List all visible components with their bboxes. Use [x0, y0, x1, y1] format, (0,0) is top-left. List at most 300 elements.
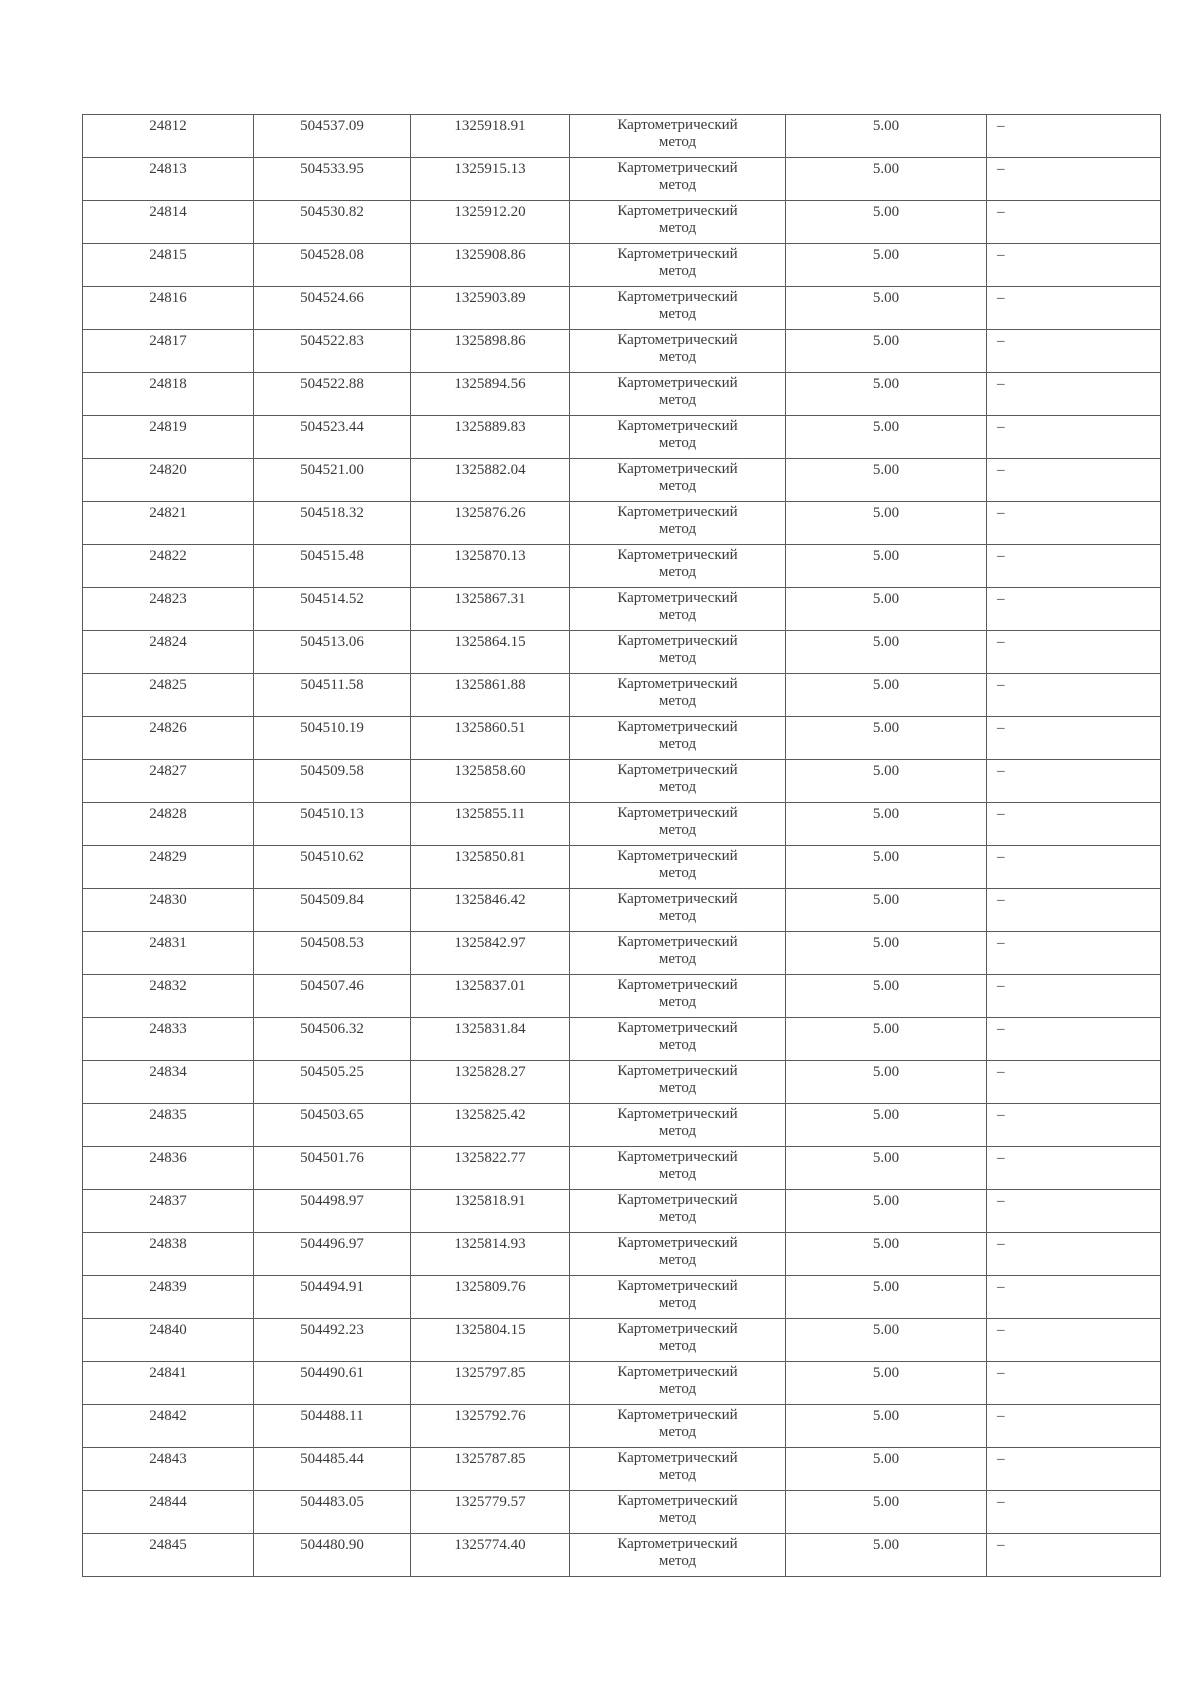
x-coordinate-cell: 504488.11	[254, 1405, 411, 1448]
x-coordinate-cell: 504510.13	[254, 803, 411, 846]
method-line-2: метод	[658, 908, 697, 924]
method-line-2: метод	[658, 822, 697, 838]
accuracy-cell: 5.00	[786, 1147, 987, 1190]
y-coordinate-cell: 1325846.42	[411, 889, 570, 932]
method-cell	[570, 803, 786, 846]
y-coordinate-cell: 1325908.86	[411, 244, 570, 287]
method-cell	[570, 1233, 786, 1276]
method-line-2: метод	[658, 1166, 697, 1182]
table-row	[83, 674, 1161, 717]
note-cell: –	[987, 1276, 1161, 1319]
y-coordinate-cell: 1325814.93	[411, 1233, 570, 1276]
table-row	[83, 889, 1161, 932]
y-coordinate-cell: 1325912.20	[411, 201, 570, 244]
method-line-1: Картометрический	[617, 332, 738, 348]
table-row	[83, 717, 1161, 760]
method-line-1: Картометрический	[617, 891, 738, 907]
method-line-1: Картометрический	[617, 1364, 738, 1380]
y-coordinate-cell: 1325903.89	[411, 287, 570, 330]
point-number-cell: 24812	[83, 115, 254, 158]
method-line-1: Картометрический	[617, 934, 738, 950]
accuracy-cell: 5.00	[786, 932, 987, 975]
method-cell	[570, 1448, 786, 1491]
method-line-1: Картометрический	[617, 418, 738, 434]
y-coordinate-cell: 1325831.84	[411, 1018, 570, 1061]
x-coordinate-cell: 504521.00	[254, 459, 411, 502]
point-number-cell: 24835	[83, 1104, 254, 1147]
accuracy-cell: 5.00	[786, 1018, 987, 1061]
x-coordinate-cell: 504496.97	[254, 1233, 411, 1276]
accuracy-cell: 5.00	[786, 502, 987, 545]
point-number-cell: 24822	[83, 545, 254, 588]
table-row	[83, 846, 1161, 889]
point-number-cell: 24830	[83, 889, 254, 932]
point-number-cell: 24826	[83, 717, 254, 760]
table-row	[83, 1190, 1161, 1233]
method-line-2: метод	[658, 650, 697, 666]
method-line-1: Картометрический	[617, 504, 738, 520]
accuracy-cell: 5.00	[786, 674, 987, 717]
note-cell: –	[987, 975, 1161, 1018]
table-row	[83, 803, 1161, 846]
point-number-cell: 24844	[83, 1491, 254, 1534]
note-cell: –	[987, 1233, 1161, 1276]
x-coordinate-cell: 504501.76	[254, 1147, 411, 1190]
table-row	[83, 975, 1161, 1018]
accuracy-cell: 5.00	[786, 803, 987, 846]
table-row	[83, 158, 1161, 201]
method-line-1: Картометрический	[617, 547, 738, 563]
table-row	[83, 1405, 1161, 1448]
table-row	[83, 1104, 1161, 1147]
method-cell	[570, 201, 786, 244]
accuracy-cell: 5.00	[786, 287, 987, 330]
method-line-2: метод	[658, 306, 697, 322]
method-line-1: Картометрический	[617, 1192, 738, 1208]
note-cell: –	[987, 1405, 1161, 1448]
x-coordinate-cell: 504485.44	[254, 1448, 411, 1491]
method-cell	[570, 244, 786, 287]
method-line-1: Картометрический	[617, 1493, 738, 1509]
method-line-2: метод	[658, 1424, 697, 1440]
method-line-2: метод	[658, 435, 697, 451]
table-row	[83, 1276, 1161, 1319]
point-number-cell: 24840	[83, 1319, 254, 1362]
note-cell: –	[987, 717, 1161, 760]
method-cell	[570, 674, 786, 717]
note-cell: –	[987, 1448, 1161, 1491]
x-coordinate-cell: 504503.65	[254, 1104, 411, 1147]
method-line-2: метод	[658, 564, 697, 580]
coordinates-table-body	[83, 115, 1161, 1577]
coordinates-table	[82, 114, 1161, 1577]
method-cell	[570, 115, 786, 158]
method-line-2: метод	[658, 349, 697, 365]
x-coordinate-cell: 504537.09	[254, 115, 411, 158]
y-coordinate-cell: 1325861.88	[411, 674, 570, 717]
method-cell	[570, 459, 786, 502]
method-line-2: метод	[658, 220, 697, 236]
y-coordinate-cell: 1325855.11	[411, 803, 570, 846]
method-line-1: Картометрический	[617, 1407, 738, 1423]
point-number-cell: 24816	[83, 287, 254, 330]
method-line-2: метод	[658, 478, 697, 494]
x-coordinate-cell: 504522.88	[254, 373, 411, 416]
table-row	[83, 932, 1161, 975]
x-coordinate-cell: 504528.08	[254, 244, 411, 287]
x-coordinate-cell: 504514.52	[254, 588, 411, 631]
point-number-cell: 24834	[83, 1061, 254, 1104]
accuracy-cell: 5.00	[786, 1362, 987, 1405]
note-cell: –	[987, 631, 1161, 674]
method-line-1: Картометрический	[617, 719, 738, 735]
note-cell: –	[987, 932, 1161, 975]
point-number-cell: 24833	[83, 1018, 254, 1061]
x-coordinate-cell: 504515.48	[254, 545, 411, 588]
accuracy-cell: 5.00	[786, 416, 987, 459]
note-cell: –	[987, 803, 1161, 846]
x-coordinate-cell: 504509.58	[254, 760, 411, 803]
accuracy-cell: 5.00	[786, 1276, 987, 1319]
x-coordinate-cell: 504483.05	[254, 1491, 411, 1534]
method-cell	[570, 932, 786, 975]
x-coordinate-cell: 504507.46	[254, 975, 411, 1018]
point-number-cell: 24814	[83, 201, 254, 244]
method-line-2: метод	[658, 134, 697, 150]
method-line-2: метод	[658, 693, 697, 709]
method-line-2: метод	[658, 1295, 697, 1311]
accuracy-cell: 5.00	[786, 459, 987, 502]
point-number-cell: 24818	[83, 373, 254, 416]
x-coordinate-cell: 504530.82	[254, 201, 411, 244]
note-cell: –	[987, 1190, 1161, 1233]
y-coordinate-cell: 1325858.60	[411, 760, 570, 803]
method-cell	[570, 631, 786, 674]
note-cell: –	[987, 244, 1161, 287]
accuracy-cell: 5.00	[786, 1061, 987, 1104]
note-cell: –	[987, 330, 1161, 373]
method-line-2: метод	[658, 177, 697, 193]
x-coordinate-cell: 504505.25	[254, 1061, 411, 1104]
method-cell	[570, 717, 786, 760]
point-number-cell: 24841	[83, 1362, 254, 1405]
method-line-2: метод	[658, 865, 697, 881]
note-cell: –	[987, 889, 1161, 932]
note-cell: –	[987, 760, 1161, 803]
accuracy-cell: 5.00	[786, 1319, 987, 1362]
accuracy-cell: 5.00	[786, 1190, 987, 1233]
x-coordinate-cell: 504518.32	[254, 502, 411, 545]
method-line-2: метод	[658, 1381, 697, 1397]
method-cell	[570, 373, 786, 416]
note-cell: –	[987, 459, 1161, 502]
point-number-cell: 24837	[83, 1190, 254, 1233]
table-row	[83, 287, 1161, 330]
method-line-2: метод	[658, 1080, 697, 1096]
note-cell: –	[987, 1061, 1161, 1104]
accuracy-cell: 5.00	[786, 588, 987, 631]
method-line-2: метод	[658, 1037, 697, 1053]
method-cell	[570, 502, 786, 545]
note-cell: –	[987, 545, 1161, 588]
point-number-cell: 24817	[83, 330, 254, 373]
method-line-1: Картометрический	[617, 1149, 738, 1165]
table-row	[83, 1061, 1161, 1104]
accuracy-cell: 5.00	[786, 975, 987, 1018]
method-line-2: метод	[658, 607, 697, 623]
y-coordinate-cell: 1325850.81	[411, 846, 570, 889]
accuracy-cell: 5.00	[786, 244, 987, 287]
y-coordinate-cell: 1325894.56	[411, 373, 570, 416]
y-coordinate-cell: 1325867.31	[411, 588, 570, 631]
y-coordinate-cell: 1325918.91	[411, 115, 570, 158]
method-line-1: Картометрический	[617, 160, 738, 176]
accuracy-cell: 5.00	[786, 1491, 987, 1534]
x-coordinate-cell: 504490.61	[254, 1362, 411, 1405]
method-line-1: Картометрический	[617, 590, 738, 606]
x-coordinate-cell: 504506.32	[254, 1018, 411, 1061]
accuracy-cell: 5.00	[786, 889, 987, 932]
point-number-cell: 24839	[83, 1276, 254, 1319]
x-coordinate-cell: 504498.97	[254, 1190, 411, 1233]
note-cell: –	[987, 1104, 1161, 1147]
table-row	[83, 244, 1161, 287]
x-coordinate-cell: 504508.53	[254, 932, 411, 975]
note-cell: –	[987, 158, 1161, 201]
table-row	[83, 545, 1161, 588]
method-line-1: Картометрический	[617, 848, 738, 864]
accuracy-cell: 5.00	[786, 201, 987, 244]
y-coordinate-cell: 1325797.85	[411, 1362, 570, 1405]
y-coordinate-cell: 1325915.13	[411, 158, 570, 201]
table-row	[83, 115, 1161, 158]
point-number-cell: 24829	[83, 846, 254, 889]
method-line-2: метод	[658, 779, 697, 795]
table-row	[83, 1362, 1161, 1405]
note-cell: –	[987, 502, 1161, 545]
note-cell: –	[987, 1534, 1161, 1577]
note-cell: –	[987, 287, 1161, 330]
method-line-1: Картометрический	[617, 762, 738, 778]
x-coordinate-cell: 504510.62	[254, 846, 411, 889]
accuracy-cell: 5.00	[786, 1405, 987, 1448]
method-line-1: Картометрический	[617, 1321, 738, 1337]
method-line-2: метод	[658, 1209, 697, 1225]
point-number-cell: 24815	[83, 244, 254, 287]
method-cell	[570, 1147, 786, 1190]
point-number-cell: 24828	[83, 803, 254, 846]
note-cell: –	[987, 115, 1161, 158]
table-row	[83, 1534, 1161, 1577]
point-number-cell: 24838	[83, 1233, 254, 1276]
method-cell	[570, 975, 786, 1018]
y-coordinate-cell: 1325864.15	[411, 631, 570, 674]
y-coordinate-cell: 1325828.27	[411, 1061, 570, 1104]
accuracy-cell: 5.00	[786, 1534, 987, 1577]
method-line-2: метод	[658, 1467, 697, 1483]
method-line-1: Картометрический	[617, 246, 738, 262]
method-line-2: метод	[658, 263, 697, 279]
method-line-1: Картометрический	[617, 633, 738, 649]
method-cell	[570, 760, 786, 803]
point-number-cell: 24821	[83, 502, 254, 545]
y-coordinate-cell: 1325842.97	[411, 932, 570, 975]
method-line-1: Картометрический	[617, 375, 738, 391]
method-cell	[570, 1491, 786, 1534]
x-coordinate-cell: 504509.84	[254, 889, 411, 932]
table-row	[83, 1319, 1161, 1362]
x-coordinate-cell: 504522.83	[254, 330, 411, 373]
method-line-2: метод	[658, 392, 697, 408]
accuracy-cell: 5.00	[786, 717, 987, 760]
note-cell: –	[987, 1147, 1161, 1190]
point-number-cell: 24819	[83, 416, 254, 459]
table-row	[83, 1233, 1161, 1276]
note-cell: –	[987, 674, 1161, 717]
point-number-cell: 24832	[83, 975, 254, 1018]
method-line-1: Картометрический	[617, 1235, 738, 1251]
table-row	[83, 201, 1161, 244]
accuracy-cell: 5.00	[786, 1104, 987, 1147]
method-cell	[570, 1362, 786, 1405]
method-cell	[570, 588, 786, 631]
method-line-1: Картометрический	[617, 203, 738, 219]
method-line-2: метод	[658, 521, 697, 537]
table-row	[83, 1018, 1161, 1061]
table-row	[83, 1491, 1161, 1534]
y-coordinate-cell: 1325809.76	[411, 1276, 570, 1319]
table-row	[83, 373, 1161, 416]
point-number-cell: 24813	[83, 158, 254, 201]
method-line-1: Картометрический	[617, 1450, 738, 1466]
table-row	[83, 330, 1161, 373]
note-cell: –	[987, 1018, 1161, 1061]
table-row	[83, 1448, 1161, 1491]
note-cell: –	[987, 373, 1161, 416]
table-row	[83, 1147, 1161, 1190]
method-cell	[570, 1276, 786, 1319]
x-coordinate-cell: 504524.66	[254, 287, 411, 330]
note-cell: –	[987, 416, 1161, 459]
accuracy-cell: 5.00	[786, 330, 987, 373]
method-line-1: Картометрический	[617, 977, 738, 993]
method-cell	[570, 330, 786, 373]
x-coordinate-cell: 504494.91	[254, 1276, 411, 1319]
y-coordinate-cell: 1325774.40	[411, 1534, 570, 1577]
y-coordinate-cell: 1325818.91	[411, 1190, 570, 1233]
accuracy-cell: 5.00	[786, 545, 987, 588]
y-coordinate-cell: 1325804.15	[411, 1319, 570, 1362]
method-line-2: метод	[658, 994, 697, 1010]
method-cell	[570, 545, 786, 588]
table-row	[83, 416, 1161, 459]
y-coordinate-cell: 1325825.42	[411, 1104, 570, 1147]
method-line-2: метод	[658, 1252, 697, 1268]
method-line-2: метод	[658, 1553, 697, 1569]
table-row	[83, 588, 1161, 631]
y-coordinate-cell: 1325898.86	[411, 330, 570, 373]
method-cell	[570, 416, 786, 459]
y-coordinate-cell: 1325876.26	[411, 502, 570, 545]
point-number-cell: 24845	[83, 1534, 254, 1577]
method-line-2: метод	[658, 736, 697, 752]
method-line-1: Картометрический	[617, 1278, 738, 1294]
note-cell: –	[987, 1491, 1161, 1534]
method-cell	[570, 1018, 786, 1061]
method-cell	[570, 1534, 786, 1577]
method-cell	[570, 1405, 786, 1448]
y-coordinate-cell: 1325889.83	[411, 416, 570, 459]
table-row	[83, 760, 1161, 803]
method-cell	[570, 846, 786, 889]
method-line-1: Картометрический	[617, 676, 738, 692]
method-line-1: Картометрический	[617, 1063, 738, 1079]
x-coordinate-cell: 504533.95	[254, 158, 411, 201]
method-line-1: Картометрический	[617, 289, 738, 305]
x-coordinate-cell: 504480.90	[254, 1534, 411, 1577]
y-coordinate-cell: 1325792.76	[411, 1405, 570, 1448]
method-cell	[570, 889, 786, 932]
method-line-1: Картометрический	[617, 461, 738, 477]
x-coordinate-cell: 504523.44	[254, 416, 411, 459]
y-coordinate-cell: 1325860.51	[411, 717, 570, 760]
table-row	[83, 631, 1161, 674]
method-cell	[570, 1190, 786, 1233]
method-cell	[570, 1104, 786, 1147]
x-coordinate-cell: 504492.23	[254, 1319, 411, 1362]
note-cell: –	[987, 588, 1161, 631]
method-line-1: Картометрический	[617, 1106, 738, 1122]
method-line-2: метод	[658, 1123, 697, 1139]
y-coordinate-cell: 1325787.85	[411, 1448, 570, 1491]
method-line-1: Картометрический	[617, 805, 738, 821]
method-cell	[570, 158, 786, 201]
x-coordinate-cell: 504510.19	[254, 717, 411, 760]
y-coordinate-cell: 1325882.04	[411, 459, 570, 502]
point-number-cell: 24836	[83, 1147, 254, 1190]
method-cell	[570, 287, 786, 330]
accuracy-cell: 5.00	[786, 373, 987, 416]
x-coordinate-cell: 504513.06	[254, 631, 411, 674]
y-coordinate-cell: 1325870.13	[411, 545, 570, 588]
method-line-2: метод	[658, 1338, 697, 1354]
note-cell: –	[987, 201, 1161, 244]
table-row	[83, 459, 1161, 502]
note-cell: –	[987, 1319, 1161, 1362]
table-row	[83, 502, 1161, 545]
method-cell	[570, 1061, 786, 1104]
point-number-cell: 24831	[83, 932, 254, 975]
y-coordinate-cell: 1325822.77	[411, 1147, 570, 1190]
method-line-1: Картометрический	[617, 117, 738, 133]
note-cell: –	[987, 1362, 1161, 1405]
accuracy-cell: 5.00	[786, 115, 987, 158]
y-coordinate-cell: 1325779.57	[411, 1491, 570, 1534]
accuracy-cell: 5.00	[786, 1448, 987, 1491]
accuracy-cell: 5.00	[786, 1233, 987, 1276]
accuracy-cell: 5.00	[786, 846, 987, 889]
method-line-1: Картометрический	[617, 1536, 738, 1552]
point-number-cell: 24827	[83, 760, 254, 803]
point-number-cell: 24820	[83, 459, 254, 502]
note-cell: –	[987, 846, 1161, 889]
method-line-2: метод	[658, 1510, 697, 1526]
method-line-1: Картометрический	[617, 1020, 738, 1036]
point-number-cell: 24824	[83, 631, 254, 674]
accuracy-cell: 5.00	[786, 631, 987, 674]
accuracy-cell: 5.00	[786, 158, 987, 201]
point-number-cell: 24825	[83, 674, 254, 717]
